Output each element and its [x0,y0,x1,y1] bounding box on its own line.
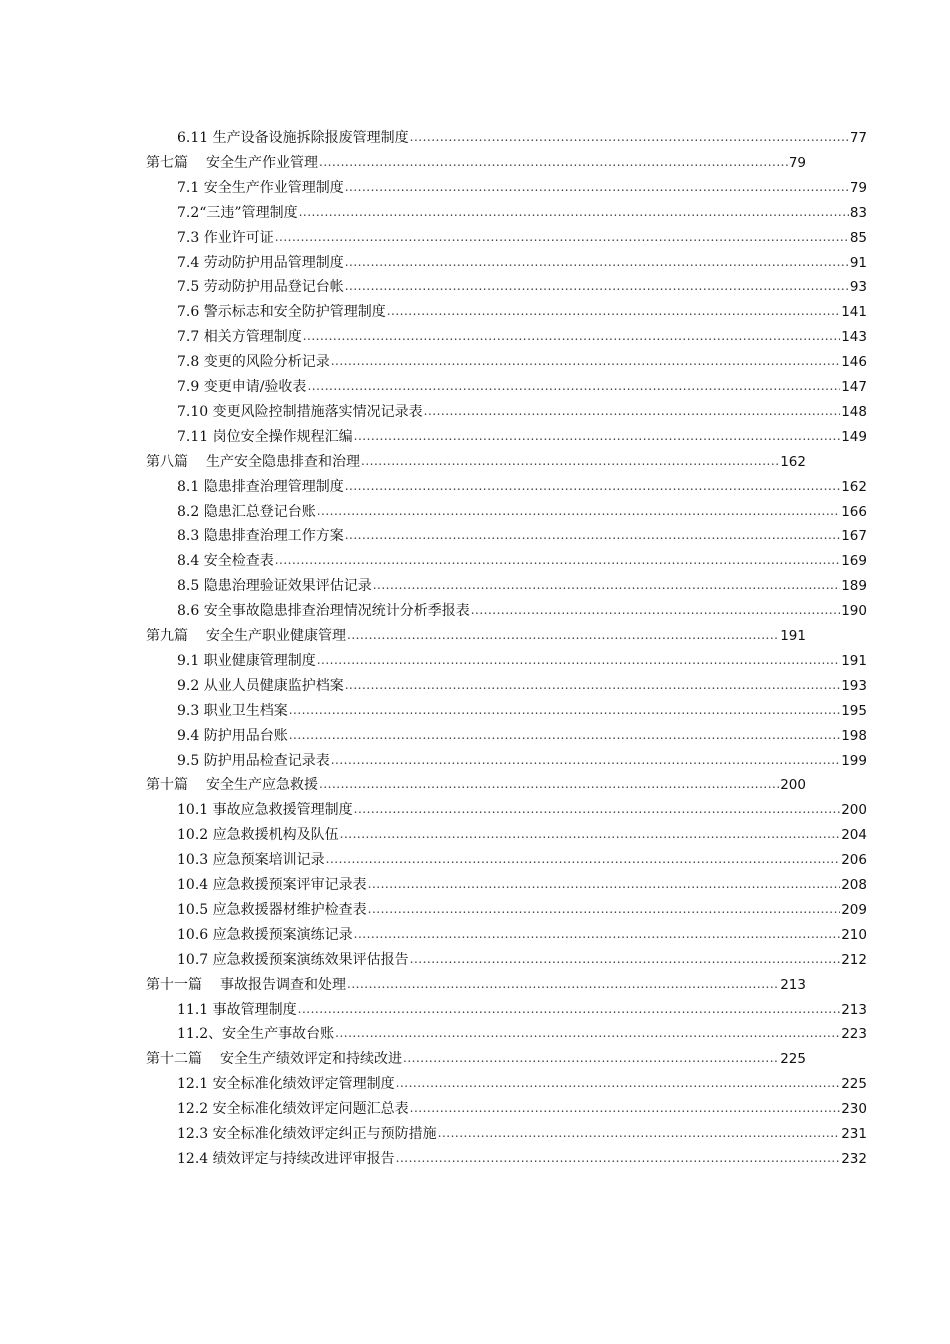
toc-section-entry[interactable] [177,250,867,272]
toc-chapter-number: 第九篇 [146,628,188,644]
dot-leader [424,403,841,421]
toc-section-entry[interactable] [177,673,867,695]
toc-entry-title: 11.1 事故管理制度 [177,1001,297,1018]
toc-page-number: 191 [841,652,867,669]
toc-page-number: 225 [780,1051,806,1068]
toc-entry-title: 10.3 应急预案培训记录 [177,852,325,869]
toc-section-entry[interactable] [177,474,867,496]
dot-leader [331,353,841,371]
toc-page-number: 148 [841,403,867,420]
toc-entry-title: 6.11 生产设备设施拆除报废管理制度 [177,130,409,146]
dot-leader [410,951,841,969]
dot-leader [340,826,841,844]
toc-entry-title: 11.2、安全生产事故台账 [177,1026,335,1043]
toc-entry-title: 9.1 职业健康管理制度 [177,652,316,669]
toc-section-entry[interactable] [177,797,867,819]
dot-leader [403,1050,779,1068]
toc-page-number: 91 [849,254,867,271]
toc-entry-title: 8.1 隐患排查治理管理制度 [177,478,344,495]
dot-leader [345,527,841,545]
toc-chapter-title: 安全生产应急救援 [206,777,318,794]
toc-section-entry[interactable] [177,648,867,670]
toc-page-number: 200 [780,777,806,794]
toc-section-entry[interactable] [177,324,867,346]
toc-entry-title [146,453,360,471]
toc-page-number: 213 [841,1001,867,1018]
dot-leader [345,179,849,197]
dot-leader [368,876,841,894]
toc-chapter-title: 事故报告调查和处理 [220,976,346,993]
toc-entry-title: 7.1 安全生产作业管理制度 [177,179,344,196]
toc-chapter-title: 安全生产职业健康管理 [206,628,346,644]
toc-section-entry[interactable] [177,1021,867,1043]
toc-entry-title: 9.3 职业卫生档案 [177,702,288,719]
toc-section-entry[interactable] [177,997,867,1019]
dot-leader [396,1075,841,1093]
toc-section-entry[interactable] [177,748,867,770]
dot-leader [345,278,849,296]
toc-page-number: 209 [841,901,867,918]
toc-chapter-entry[interactable] [146,772,806,794]
toc-page-number: 230 [841,1101,867,1118]
toc-entry-title: 10.1 事故应急救援管理制度 [177,802,353,819]
toc-page-number: 225 [841,1076,867,1093]
toc-entry-title: 9.4 防护用品台账 [177,727,288,744]
toc-entry-title: 12.3 安全标准化绩效评定纠正与预防措施 [177,1126,437,1142]
toc-section-entry[interactable] [177,424,867,446]
toc-page-number: 83 [849,204,867,221]
dot-leader [410,129,849,147]
dot-leader [373,577,841,595]
toc-page-number: 147 [841,379,867,395]
toc-page-number: 149 [841,428,867,445]
toc-page-number: 199 [841,752,867,769]
toc-entry-title [146,1050,402,1068]
dot-leader [354,926,841,944]
toc-page-number: 166 [841,503,867,520]
toc-page-number: 212 [841,951,867,968]
toc-chapter-title: 生产安全隐患排查和治理 [206,453,360,470]
dot-leader [345,254,849,272]
toc-page-number: 190 [841,603,867,620]
dot-leader [319,154,788,172]
toc-chapter-entry[interactable] [146,1046,806,1068]
toc-entry-title: 7.7 相关方管理制度 [177,329,302,346]
toc-section-entry[interactable] [177,399,867,421]
toc-chapter-entry[interactable] [146,623,806,645]
toc-entry-title: 7.6 警示标志和安全防护管理制度 [177,304,386,321]
toc-section-entry[interactable] [177,499,867,521]
dot-leader [317,652,841,670]
toc-page-number: 85 [849,229,867,246]
toc-page-number: 93 [849,279,867,296]
dot-leader [331,752,841,770]
dot-leader [368,901,841,919]
dot-leader [289,727,841,745]
dot-leader [298,1001,841,1019]
toc-entry-title: 8.3 隐患排查治理工作方案 [177,528,344,545]
toc-entry-title: 7.5 劳动防护用品登记台帐 [177,279,344,296]
toc-section-entry[interactable] [177,1096,867,1118]
dot-leader [335,1025,840,1043]
dot-leader [361,453,779,471]
toc-section-entry[interactable] [177,897,867,919]
toc-chapter-entry[interactable] [146,150,806,172]
toc-chapter-entry[interactable] [146,449,806,471]
toc-entry-title: 8.6 安全事故隐患排查治理情况统计分析季报表 [177,603,470,620]
toc-section-entry[interactable] [177,200,867,222]
toc-entry-title: 7.9 变更申请/验收表 [177,379,307,395]
toc-page-number: 79 [788,154,806,171]
toc-entry-title: 10.4 应急救援预案评审记录表 [177,877,367,893]
toc-entry-title: 7.10 变更风险控制措施落实情况记录表 [177,403,423,420]
toc-page-number: 141 [841,304,867,321]
dot-leader [471,602,841,620]
toc-chapter-title: 安全生产作业管理 [206,154,318,171]
toc-chapter-number: 第十篇 [146,777,188,794]
toc-section-entry[interactable] [177,374,867,396]
toc-section-entry[interactable] [177,598,867,620]
toc-page-number: 143 [841,329,867,346]
toc-entry-title: 10.2 应急救援机构及队伍 [177,827,339,844]
toc-chapter-number: 第十二篇 [146,1051,202,1068]
toc-section-entry[interactable] [177,847,867,869]
toc-entry-title: 8.4 安全检查表 [177,553,274,570]
toc-page-number: 191 [780,628,806,644]
dot-leader [387,303,841,321]
toc-page-number: 167 [841,528,867,545]
dot-leader [410,1100,841,1118]
toc-entry-title [146,154,318,172]
dot-leader [326,851,841,869]
toc-section-entry[interactable] [177,175,867,197]
toc-entry-title [146,627,346,645]
dot-leader [438,1125,841,1143]
toc-page-number: 231 [841,1126,867,1142]
dot-leader [347,976,779,994]
toc-section-entry[interactable] [177,922,867,944]
toc-page-number: 204 [841,827,867,844]
dot-leader [299,204,849,222]
toc-page-number: 79 [849,179,867,196]
toc-section-entry[interactable] [177,698,867,720]
dot-leader [307,378,840,396]
toc-chapter-entry[interactable] [146,972,806,994]
toc-chapter-title: 安全生产绩效评定和持续改进 [220,1051,402,1068]
toc-page-number: 193 [841,677,867,694]
toc-entry-title [146,976,346,994]
toc-section-entry[interactable] [177,1071,867,1093]
toc-entry-title: 7.11 岗位安全操作规程汇编 [177,428,353,445]
toc-page-number: 223 [841,1026,867,1043]
toc-chapter-number: 第十一篇 [146,976,202,993]
toc-section-entry[interactable] [177,1121,867,1143]
toc-page-number: 200 [841,802,867,819]
dot-leader [396,1150,841,1168]
dot-leader [289,702,841,720]
toc-entry-title: 12.1 安全标准化绩效评定管理制度 [177,1076,395,1093]
toc-section-entry[interactable] [177,299,867,321]
toc-page-number: 169 [841,553,867,570]
toc-page-number: 208 [841,877,867,893]
toc-entry-title: 7.3 作业许可证 [177,229,274,246]
toc-section-entry[interactable] [177,1146,867,1168]
toc-page-number: 213 [780,976,806,993]
toc-entry-title: 12.4 绩效评定与持续改进评审报告 [177,1150,395,1167]
toc-entry-title: 8.5 隐患治理验证效果评估记录 [177,578,372,595]
toc-section-entry[interactable] [177,573,867,595]
toc-page-number: 162 [780,453,806,470]
dot-leader [354,428,841,446]
toc-entry-title: 9.2 从业人员健康监护档案 [177,677,344,694]
dot-leader [354,801,841,819]
dot-leader [275,552,841,570]
toc-entry-title: 7.4 劳动防护用品管理制度 [177,254,344,271]
toc-chapter-number: 第八篇 [146,453,188,470]
dot-leader [317,503,841,521]
toc-page-number: 198 [841,727,867,744]
toc-page-number: 146 [841,354,867,371]
toc-entry-title: 9.5 防护用品检查记录表 [177,752,330,769]
toc-section-entry[interactable] [177,349,867,371]
toc-entry-title: 7.2“三违”管理制度 [177,204,298,221]
toc-page-number: 195 [841,702,867,719]
toc-entry-title [146,776,318,794]
dot-leader [345,478,841,496]
toc-page-number: 206 [841,852,867,869]
toc-section-entry[interactable] [177,872,867,894]
toc-entry-title: 10.6 应急救援预案演练记录 [177,926,353,943]
toc-entry-title: 7.8 变更的风险分析记录 [177,354,330,371]
toc-entry-title: 12.2 安全标准化绩效评定问题汇总表 [177,1101,409,1118]
toc-section-entry[interactable] [177,822,867,844]
toc-section-entry[interactable] [177,723,867,745]
toc-section-entry[interactable] [177,225,867,247]
toc-entry-title: 10.7 应急救援预案演练效果评估报告 [177,951,409,968]
toc-section-entry[interactable] [177,548,867,570]
dot-leader [275,229,849,247]
toc-chapter-number: 第七篇 [146,154,188,171]
toc-page-number: 189 [841,578,867,595]
dot-leader [319,776,779,794]
toc-section-entry[interactable] [177,274,867,296]
toc-section-entry[interactable] [177,947,867,969]
toc-section-entry[interactable] [177,523,867,545]
dot-leader [303,328,841,346]
toc-page-number: 232 [841,1150,867,1167]
toc-page-number: 162 [841,478,867,495]
toc-page-number: 210 [841,926,867,943]
toc-section-entry[interactable] [177,125,867,147]
toc-entry-title: 10.5 应急救援器材维护检查表 [177,901,367,918]
toc-page-number: 77 [849,130,867,146]
toc-entry-title: 8.2 隐患汇总登记台账 [177,503,316,520]
dot-leader [347,627,779,645]
dot-leader [345,677,841,695]
